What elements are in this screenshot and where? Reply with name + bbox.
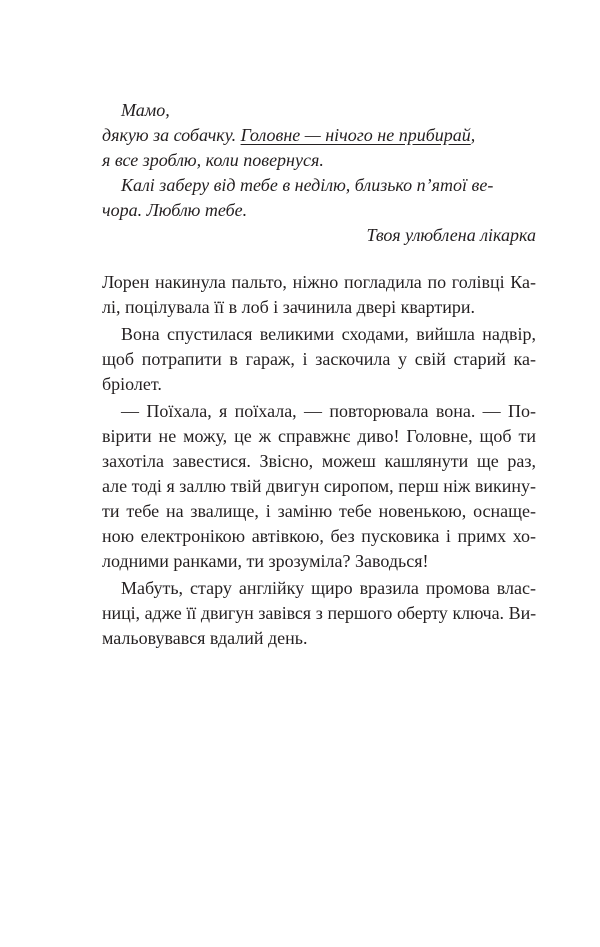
text-line: — Поїхала, я поїхала, — повторювала вона. — По- [121, 401, 536, 421]
note-line: чора. Люблю тебе. [102, 200, 248, 220]
text-line: бріолет. [102, 374, 162, 394]
text-line: мальовувався вдалий день. [102, 628, 308, 648]
text-line: лі, поцілувала її в лоб і зачинила двері квартири. [102, 297, 475, 317]
paragraph [102, 270, 536, 320]
text-line: захотіла завестися. Звісно, можеш кашлянути ще раз, [102, 451, 536, 471]
note-line: Калі заберу від тебе в неділю, близько п’ятої ве- [121, 175, 494, 195]
text-line: Вона спустилася великими сходами, вийшла надвір, [121, 324, 536, 344]
text-line: ниці, адже її двигун завівся з першого оберту ключа. Ви- [102, 603, 536, 623]
body-text [102, 270, 536, 651]
text-line: лодними ранками, ти зрозуміла? Заводься! [102, 551, 429, 571]
note-text: дякую за собачку. [102, 125, 241, 145]
text-line: щоб потрапити в гараж, і заскочила у свій старий ка- [102, 349, 536, 369]
paragraph [102, 399, 536, 574]
text-line: вірити не можу, це ж справжнє диво! Головне, щоб ти [102, 426, 536, 446]
text-line: Лорен накинула пальто, ніжно погладила по голівці Ка- [102, 272, 536, 292]
paragraph [102, 576, 536, 651]
note-underlined-text: Головне — нічого не прибирай [240, 125, 471, 145]
note-text: , [470, 125, 476, 145]
paragraph [102, 322, 536, 397]
text-line: але тоді я заллю твій двигун сиропом, перш ніж викину- [102, 476, 536, 496]
note-salutation: Мамо, [121, 100, 170, 120]
note-signature: Твоя улюблена лікарка [366, 225, 536, 245]
text-line: Мабуть, стару англійку щиро вразила промова влас- [121, 578, 536, 598]
letter-note [102, 98, 536, 248]
text-line: ти тебе на звалище, і заміню тебе новенькою, оснаще- [102, 501, 536, 521]
note-line: я все зроблю, коли повернуся. [102, 150, 324, 170]
text-line: ною електронікою автівкою, без пусковика і примх хо- [102, 526, 536, 546]
note-line [102, 123, 536, 148]
